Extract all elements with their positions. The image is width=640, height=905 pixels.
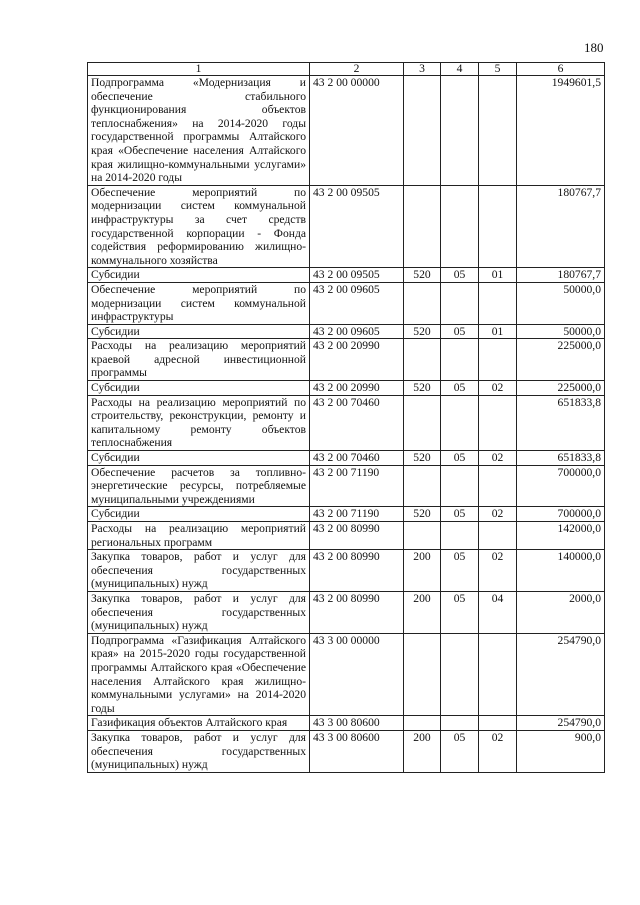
row-c3: [404, 716, 441, 731]
row-code: 43 2 00 80990: [310, 522, 404, 550]
row-c5: 02: [479, 730, 517, 772]
row-c4: [441, 465, 479, 507]
row-amount: 180767,7: [517, 185, 605, 268]
table-row: [88, 381, 605, 396]
row-name: Газификация объектов Алтайского края: [88, 716, 310, 731]
row-c5: 01: [479, 324, 517, 339]
row-c3: [404, 395, 441, 450]
table-row: [88, 633, 605, 716]
row-c3: [404, 465, 441, 507]
table-row: [88, 451, 605, 466]
table-row: [88, 716, 605, 731]
row-amount: 1949601,5: [517, 76, 605, 186]
table-row: [88, 185, 605, 268]
header-cell: 6: [517, 63, 605, 76]
row-c5: [479, 339, 517, 381]
row-amount: 700000,0: [517, 465, 605, 507]
row-name: Обеспечение мероприятий по модернизации систем коммунальной инфраструктуры за счет средств государственной корпорации - Фонда содействия реформированию жилищно-коммунального хозяйства: [88, 185, 310, 268]
row-amount: 651833,8: [517, 395, 605, 450]
row-c4: 05: [441, 381, 479, 396]
row-name: Закупка товаров, работ и услуг для обеспечения государственных (муниципальных) нужд: [88, 550, 310, 592]
row-name: Подпрограмма «Модернизация и обеспечение стабильного функционирования объектов теплоснабжения» на 2014-2020 годы государственной программы Алтайского края «Обеспечение населения Алтайского края жилищно-коммунальными услугами» на 2014-2020 годы: [88, 76, 310, 186]
row-c3: [404, 522, 441, 550]
row-c5: 04: [479, 591, 517, 633]
row-amount: 225000,0: [517, 381, 605, 396]
header-cell: 2: [310, 63, 404, 76]
row-c5: [479, 185, 517, 268]
row-name: Обеспечение мероприятий по модернизации систем коммунальной инфраструктуры: [88, 282, 310, 324]
row-c4: 05: [441, 730, 479, 772]
row-code: 43 2 00 09505: [310, 185, 404, 268]
row-code: 43 2 00 70460: [310, 395, 404, 450]
row-name: Закупка товаров, работ и услуг для обеспечения государственных (муниципальных) нужд: [88, 730, 310, 772]
row-name: Подпрограмма «Газификация Алтайского края» на 2015-2020 годы государственной программы Алтайского края «Обеспечение населения Алтайского края жилищно-коммунальными услугами» на 2014-2020 годы: [88, 633, 310, 716]
table-row: [88, 550, 605, 592]
row-c5: 02: [479, 507, 517, 522]
row-code: 43 2 00 09505: [310, 268, 404, 283]
row-c4: 05: [441, 268, 479, 283]
row-c3: 520: [404, 381, 441, 396]
row-c4: [441, 633, 479, 716]
row-code: 43 2 00 71190: [310, 465, 404, 507]
header-cell: 5: [479, 63, 517, 76]
row-amount: 700000,0: [517, 507, 605, 522]
row-amount: 142000,0: [517, 522, 605, 550]
row-amount: 900,0: [517, 730, 605, 772]
row-c5: 01: [479, 268, 517, 283]
row-c4: 05: [441, 324, 479, 339]
row-name: Субсидии: [88, 268, 310, 283]
row-c5: [479, 716, 517, 731]
row-amount: 50000,0: [517, 282, 605, 324]
table-row: [88, 591, 605, 633]
header-row: [88, 63, 605, 76]
row-code: 43 3 00 00000: [310, 633, 404, 716]
row-amount: 225000,0: [517, 339, 605, 381]
row-c3: 520: [404, 324, 441, 339]
row-c4: [441, 339, 479, 381]
header-cell: 1: [88, 63, 310, 76]
row-name: Субсидии: [88, 451, 310, 466]
row-code: 43 2 00 09605: [310, 282, 404, 324]
header-cell: 3: [404, 63, 441, 76]
row-c3: 520: [404, 268, 441, 283]
row-name: Субсидии: [88, 324, 310, 339]
row-c3: [404, 339, 441, 381]
row-c4: [441, 395, 479, 450]
row-c3: [404, 282, 441, 324]
row-c5: [479, 395, 517, 450]
row-code: 43 2 00 00000: [310, 76, 404, 186]
table-row: [88, 339, 605, 381]
row-amount: 254790,0: [517, 716, 605, 731]
row-c3: 200: [404, 730, 441, 772]
row-c3: [404, 76, 441, 186]
row-c3: 200: [404, 591, 441, 633]
row-amount: 180767,7: [517, 268, 605, 283]
row-name: Закупка товаров, работ и услуг для обеспечения государственных (муниципальных) нужд: [88, 591, 310, 633]
row-c3: [404, 185, 441, 268]
row-c3: 520: [404, 507, 441, 522]
row-code: 43 2 00 80990: [310, 591, 404, 633]
row-code: 43 2 00 20990: [310, 339, 404, 381]
table-row: [88, 507, 605, 522]
row-name: Субсидии: [88, 381, 310, 396]
row-amount: 254790,0: [517, 633, 605, 716]
row-c4: 05: [441, 550, 479, 592]
row-c5: [479, 465, 517, 507]
table-row: [88, 522, 605, 550]
row-c4: 05: [441, 451, 479, 466]
row-amount: 651833,8: [517, 451, 605, 466]
row-c4: 05: [441, 507, 479, 522]
row-c5: [479, 522, 517, 550]
row-c3: 200: [404, 550, 441, 592]
budget-table: [87, 62, 605, 773]
header-cell: 4: [441, 63, 479, 76]
row-c4: [441, 76, 479, 186]
row-code: 43 2 00 71190: [310, 507, 404, 522]
row-name: Расходы на реализацию мероприятий региональных программ: [88, 522, 310, 550]
page-number: 180: [584, 40, 604, 55]
row-c4: [441, 716, 479, 731]
row-amount: 50000,0: [517, 324, 605, 339]
row-code: 43 2 00 80990: [310, 550, 404, 592]
table-row: [88, 282, 605, 324]
row-amount: 140000,0: [517, 550, 605, 592]
table-row: [88, 395, 605, 450]
row-c5: [479, 633, 517, 716]
row-name: Расходы на реализацию мероприятий по строительству, реконструкции, ремонту и капитальному ремонту объектов теплоснабжения: [88, 395, 310, 450]
row-code: 43 3 00 80600: [310, 730, 404, 772]
row-amount: 2000,0: [517, 591, 605, 633]
row-c5: 02: [479, 550, 517, 592]
row-c5: 02: [479, 381, 517, 396]
row-code: 43 2 00 70460: [310, 451, 404, 466]
table-row: [88, 268, 605, 283]
row-c5: [479, 76, 517, 186]
row-c4: [441, 185, 479, 268]
row-code: 43 2 00 09605: [310, 324, 404, 339]
row-c3: 520: [404, 451, 441, 466]
row-c4: 05: [441, 591, 479, 633]
row-c4: [441, 282, 479, 324]
table-row: [88, 76, 605, 186]
table-row: [88, 324, 605, 339]
row-name: Обеспечение расчетов за топливно-энергетические ресурсы, потребляемые муниципальными учреждениями: [88, 465, 310, 507]
row-c4: [441, 522, 479, 550]
row-code: 43 2 00 20990: [310, 381, 404, 396]
table-row: [88, 730, 605, 772]
row-c3: [404, 633, 441, 716]
row-c5: 02: [479, 451, 517, 466]
row-c5: [479, 282, 517, 324]
row-name: Субсидии: [88, 507, 310, 522]
row-code: 43 3 00 80600: [310, 716, 404, 731]
row-name: Расходы на реализацию мероприятий краевой адресной инвестиционной программы: [88, 339, 310, 381]
table-row: [88, 465, 605, 507]
